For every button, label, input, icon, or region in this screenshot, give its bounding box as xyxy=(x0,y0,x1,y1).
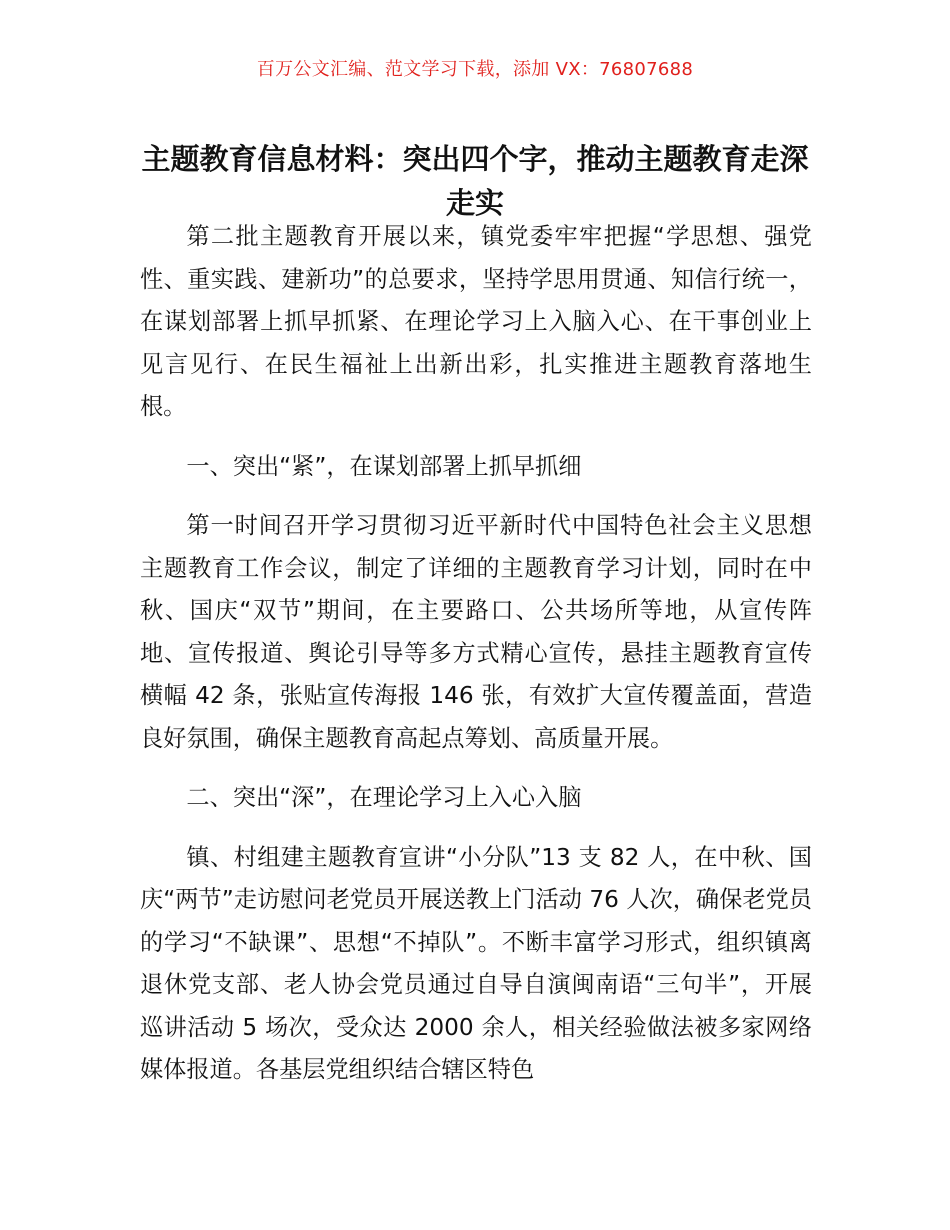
section-1-paragraph: 第一时间召开学习贯彻习近平新时代中国特色社会主义思想主题教育工作会议，制定了详细的主题教育学习计划，同时在中秋、国庆“双节”期间，在主要路口、公共场所等地，从宣传阵地、宣传报道、舆论引导等多方式精心宣传，悬挂主题教育宣传横幅 42 条，张贴宣传海报 146 张，有效扩大宣传覆盖面，营造良好氛围，确保主题教育高起点筹划、高质量开展。 xyxy=(140,512,812,752)
section-heading-1: 一、突出“紧”，在谋划部署上抓早抓细 xyxy=(186,452,582,480)
intro-paragraph: 第二批主题教育开展以来，镇党委牢牢把握“学思想、强党性、重实践、建新功”的总要求，坚持学思用贯通、知信行统一，在谋划部署上抓早抓紧、在理论学习上入脑入心、在干事创业上见言见行、在民生福祉上出新出彩，扎实推进主题教育落地生根。 xyxy=(140,223,812,420)
section-2-paragraph: 镇、村组建主题教育宣讲“小分队”13 支 82 人，在中秋、国庆“两节”走访慰问老党员开展送教上门活动 76 人次，确保老党员的学习“不缺课”、思想“不掉队”。不断丰富学习形式，组织镇离退休党支部、老人协会党员通过自导自演闽南语“三句半”，开展巡讲活动 5 场次，受众达 2000 余人，相关经验做法被多家网络媒体报道。各基层党组织结合辖区特色 xyxy=(140,843,812,1083)
document-body xyxy=(140,216,812,1109)
section-heading-2: 二、突出“深”，在理论学习上入心入脑 xyxy=(186,784,582,811)
watermark-banner: 百万公文汇编、范文学习下载，添加 VX：76807688 xyxy=(256,59,694,80)
document-title: 主题教育信息材料：突出四个字，推动主题教育走深走实 xyxy=(141,142,809,221)
